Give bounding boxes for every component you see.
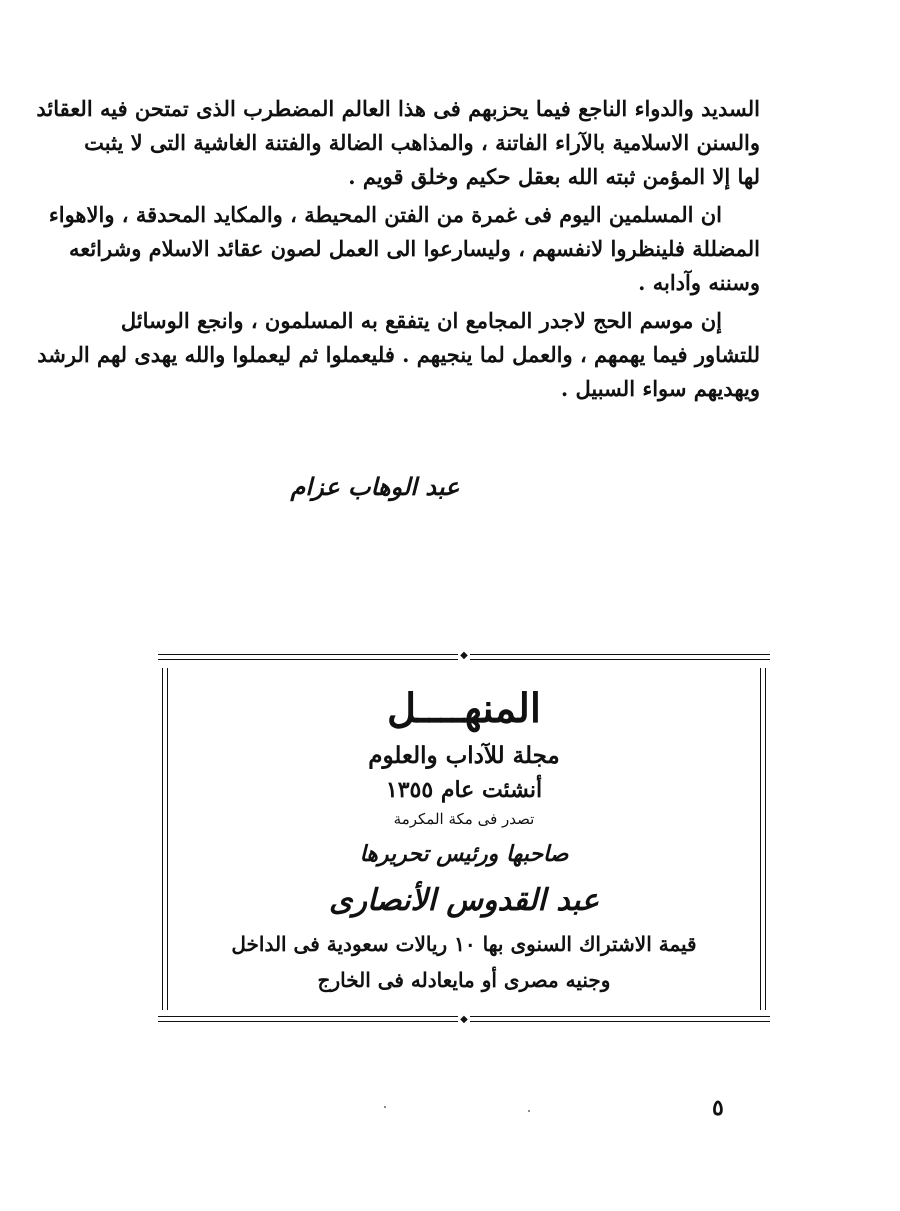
box-content (178, 672, 750, 1000)
subscription-line-1: قيمة الاشتراك السنوى بها ١٠ ريالات سعودية فى الداخل (231, 932, 697, 956)
box-right-border (760, 668, 766, 1010)
article-body (36, 92, 760, 410)
author-signature: عبد الوهاب عزام (290, 472, 460, 501)
text-line: والسنن الاسلامية بالآراء الفاتنة ، والمذاهب الضالة والفتنة الغاشية التى لا يثبت (84, 130, 760, 155)
text-line: السديد والدواء الناجع فيما يحزبهم فى هذا العالم المضطرب الذى تمتحن فيه العقائد (36, 96, 760, 121)
box-left-border (162, 668, 168, 1010)
owner-label: صاحبها ورئيس تحريرها (359, 841, 569, 867)
magazine-subtitle: مجلة للآداب والعلوم (368, 742, 560, 769)
magazine-info-box (158, 650, 770, 1030)
text-line: إن موسم الحج لاجدر المجامع ان يتفقع به المسلمون ، وانجع الوسائل (120, 308, 722, 333)
paragraph-2 (48, 198, 760, 300)
paragraph-1 (36, 92, 760, 194)
text-line: ان المسلمين اليوم فى غمرة من الفتن المحيطة ، والمكايد المحدقة ، والاهواء (48, 202, 722, 227)
scan-speck (384, 1106, 386, 1108)
subscription-line-2: وجنيه مصرى أو مايعادله فى الخارج (317, 968, 611, 992)
founded-year: أنشئت عام ١٣٥٥ (385, 777, 543, 803)
ornament-icon: ◆ (458, 1016, 470, 1024)
owner-name: عبد القدوس الأنصارى (328, 883, 599, 918)
publication-place: تصدر فى مكة المكرمة (393, 810, 535, 828)
text-line: ويهديهم سواء السبيل . (560, 376, 760, 401)
scan-speck (528, 1110, 530, 1112)
ornament-icon: ◆ (458, 652, 470, 660)
text-line: المضللة فلينظروا لانفسهم ، وليسارعوا الى العمل لصون عقائد الاسلام وشرائعه (68, 236, 760, 261)
text-line: للتشاور فيما يهمهم ، والعمل لما ينجيهم . فليعملوا ثم ليعملوا والله يهدى لهم الرشد (37, 342, 760, 367)
text-line: لها إلا المؤمن ثبته الله بعقل حكيم وخلق قويم . (348, 164, 760, 189)
magazine-title: المنهــــل (386, 685, 542, 732)
text-line: وسننه وآدابه . (638, 270, 760, 295)
page-number: ٥ (712, 1095, 724, 1121)
paragraph-3 (37, 304, 760, 406)
